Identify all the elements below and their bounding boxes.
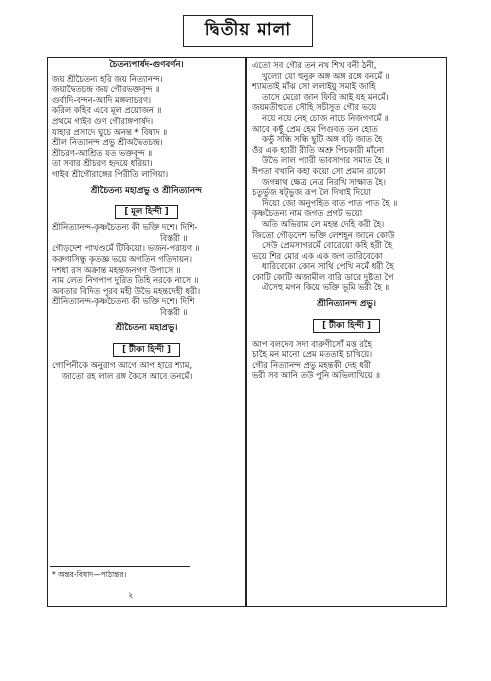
verse-block	[50, 222, 243, 317]
verse-line: শ্রীনিত্যানন্দ-কৃষ্ণচৈতন্য কী ভক্তি দশে। দিশি	[52, 296, 195, 307]
verse-line: দিয়ো জো অনুপহিত বাত পাত পাত হৈ ॥	[262, 197, 398, 208]
verse-line: নয়ে নয়ে নেহ চোজ নাচে নিজগণমেঁ ॥	[262, 112, 389, 123]
verse-line: গাইব শ্রীগৌরাঙ্গের পিরীতি লাগিয়া।	[52, 168, 169, 179]
verse-line: জয় শ্রীচৈতন্য হরি জয় নিত্যানন্দ।	[52, 73, 163, 84]
verse-line: জাতো রহ লাল রঙ্গ কৈসে আবে তনমেঁ।	[62, 370, 193, 381]
verse-line: ওঁর এক হ্যারী রীতি অশ্রু পিচকারী মাঁনো	[252, 144, 385, 155]
verse-line: শ্রীল নিত্যানন্দ প্রভু শ্রীঅদ্বৈতচন্দ্র।	[52, 137, 163, 148]
verse-line: কৃষ্ণচৈতন্য নাম জগত প্রগট ভয়ো	[252, 208, 363, 219]
verse-line: তা সবার শ্রীচরণ হৃদয়ে ধরিয়া।	[52, 158, 153, 169]
verse-line: চাহৈ মন মানো প্রেম মততাই চাখিয়ে।	[252, 349, 373, 360]
verse-block	[50, 74, 243, 180]
verse-line: করুণাসিন্ধু কৃতজ্ঞ ভয়ে অগতিন গতিদায়ন।	[52, 253, 193, 264]
verse-line: বিস্তরী ॥	[160, 232, 188, 243]
verse-line: কভুঁ সন্ধি সন্ধি ছুটি অঙ্গ বঢ়ি জাত হৈ	[262, 134, 383, 145]
footnote: * অন্তর-বিষাদ—পাঠান্তর।	[52, 570, 127, 579]
verse-block	[250, 339, 443, 381]
section-subheading: [ মূল হিন্দী ]	[115, 205, 177, 219]
verse-line: প্রথমে গাইব গুণ গৌরাঙ্গপার্ষদ।	[52, 115, 154, 126]
verse-line: তাসে মেরো জান ফিরি আই যহ মনমেঁ।	[262, 91, 389, 102]
verse-block	[250, 60, 443, 293]
page-title: দ্বিতীয় মালা	[183, 15, 313, 47]
verse-line: গৌড়দেশ পাখণ্ডমেঁ টিকিয়ো। ভজন-পরায়ণ ॥	[52, 243, 200, 254]
footnote-rule	[50, 566, 190, 567]
verse-line: ঐসেহু মগন কিয়ে ভক্তি ভূমি ভরী হৈ ॥	[262, 282, 390, 293]
verse-line: ঈপতা বখানি কহা কয়ো সো প্রমান রাকো	[252, 165, 386, 176]
verse-block	[50, 360, 243, 381]
verse-line: করিল কহিব এবে মূল প্রয়োজন ॥	[52, 105, 162, 116]
verse-line: দশধা রস অক্রান্ত মহন্তজনগণ উপাসে ॥	[52, 264, 181, 275]
section-heading: শ্রীচৈতন্য মহাপ্রভু ও শ্রীনিত্যানন্দ	[90, 185, 203, 196]
verse-line: চতুর্ভুজ ষট্ভুজ রূপ লৈ দিখাই দিয়ো	[252, 187, 371, 198]
section-heading: শ্রীনিত্যানন্দ প্রভু।	[317, 299, 376, 310]
verse-line: এতো সব গৌর তন নখ শিখ বনী ঠনী,	[252, 60, 377, 70]
verse-line: অবতার বিদিত পূরব মহী উভৈ মহন্তদেহী ধরী।	[52, 285, 201, 296]
verse-line: আবে কছুঁ প্রেম হেম পিগুবত তন হোত	[252, 123, 378, 134]
verse-line: গোপিনীকে অনুরাগ আগে আপ হারে শ্যাম,	[52, 360, 193, 371]
verse-line: কোটি কোটি অজামীল বারি ডারে দুষ্টতা পৈ	[252, 271, 394, 282]
verse-line: শ্রীচরণ-আশ্রিত যত ভক্তবৃন্দ ॥	[52, 147, 153, 158]
verse-line: জয়মতীহুতে সৌহি সচীসুত গৌর ভয়ে	[252, 102, 377, 113]
left-column	[50, 60, 243, 381]
verse-line: শ্রীনিত্যানন্দ-কৃষ্ণচৈতন্য কী ভক্তি দশে। দিশি-	[52, 222, 198, 233]
section-heading: শ্রীচৈতন্য মহাপ্রভু।	[115, 323, 178, 334]
verse-line: ভরী সব আনি তউ পুনি অভিলাখিয়ে ॥	[252, 370, 380, 381]
column-divider	[245, 57, 247, 607]
verse-line: গুর্বাদি-বন্দন-আদি মঙ্গলাচরণ।	[52, 94, 152, 105]
section-subheading: [ টীকা হিন্দী ]	[113, 343, 180, 357]
section-subheading: [ টীকা হিন্দী ]	[313, 319, 380, 333]
verse-line: নাম লেত নিগপাপ দুরিত তিহি নরকে নাসে ॥	[52, 275, 199, 286]
verse-line: সেউ প্রেমসাগরমেঁ বোরেয়ো কহি হরী হৈ	[262, 240, 393, 251]
right-column	[250, 60, 443, 381]
verse-line: খুল্যো যো হুনুরু অঙ্গ অঙ্গ রঙ্গে বনমেঁ ॥	[262, 70, 390, 81]
verse-line: জয়াদ্বৈতচন্দ্র জয় গৌরভক্তবৃন্দ ॥	[52, 84, 160, 95]
verse-line: ভয়ে শির মোর এক এক জগ তারিবেকো	[252, 250, 383, 261]
verse-line: জগন্নাথ ক্ষেত্র নেত্র নিরখি সাক্ষাত হৈ।	[262, 176, 386, 187]
section-heading: চৈতন্যপার্ষদ-গুণবর্ণন।	[109, 60, 184, 70]
verse-line: যাহার প্রসাদে ঘুচে অনন্ত * বিষাদ ॥	[52, 126, 168, 137]
verse-line: উভৈ লাল প্যারী ভাবসাগর সমাত হৈ ॥	[262, 155, 390, 166]
verse-line: শ্যামতাই মাঁঝ সো ললাইয়ু সমাই জাহি	[252, 81, 376, 92]
page-number: ২	[128, 591, 134, 601]
verse-line: গৌর নিত্যানন্দ প্রভু মহন্তকী দেহ ধরী	[252, 359, 371, 370]
verse-line: আপ বলদেব সদা বারুণীসোঁ মত্ত রহৈ	[252, 338, 372, 349]
verse-line: বিস্তরী ॥	[160, 306, 188, 317]
verse-line: ধারিবেকো কোন সাথি পেখি নমেঁ ধরী হৈ	[262, 261, 394, 272]
verse-line: অতি অভিরাম লে মহন্ত দেহি করী হৈ।	[262, 218, 385, 229]
verse-line: জিতো গৌড়দেশ ভক্তি লেশহূন জানে কোউ	[252, 229, 395, 240]
